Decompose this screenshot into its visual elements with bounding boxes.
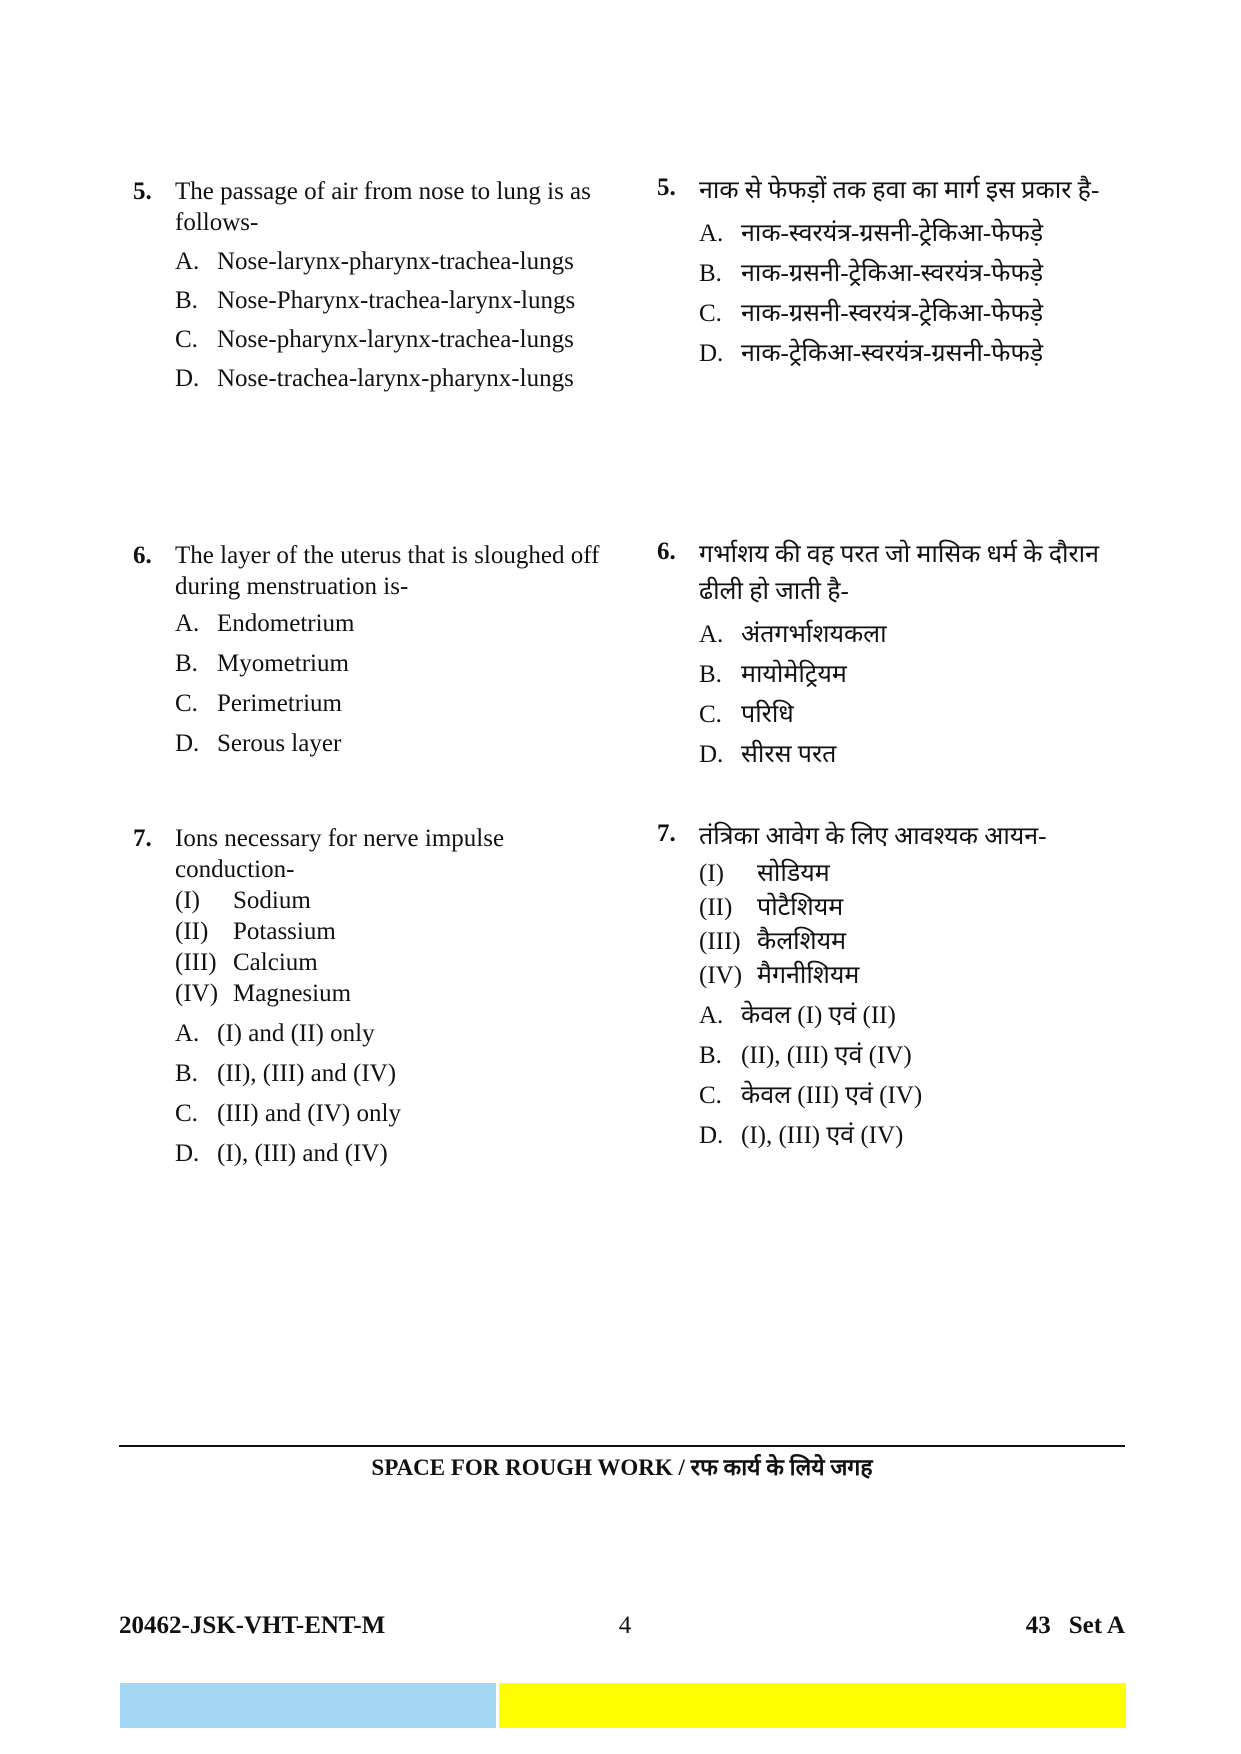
statement-2: (II) पोटैशियम: [699, 894, 844, 921]
footer-set-label: Set A: [1068, 1612, 1125, 1639]
option-d: D. Serous layer: [175, 730, 342, 757]
statement-4: (IV) मैगनीशियम: [699, 962, 860, 989]
option-a: A. नाक-स्वरयंत्र-ग्रसनी-ट्रेकिआ-फेफड़े: [699, 220, 1044, 247]
statement-2: (II) Potassium: [175, 918, 336, 945]
footer-number: 43: [1025, 1612, 1051, 1639]
footer-page-number: 4: [618, 1612, 632, 1639]
option-a: A. केवल (I) एवं (II): [699, 1002, 896, 1029]
option-c: C. केवल (III) एवं (IV): [699, 1082, 923, 1109]
option-c: C. परिधि: [699, 701, 794, 728]
statement-4: (IV) Magnesium: [175, 980, 352, 1007]
option-a: A. Nose-larynx-pharynx-trachea-lungs: [175, 248, 574, 275]
question-stem: तंत्रिका आवेग के लिए आवश्यक आयन-: [699, 823, 1047, 850]
option-b: B. (II), (III) एवं (IV): [699, 1042, 912, 1069]
question-stem: गर्भाशय की वह परत जो मासिक धर्म के दौरान ढीली हो जाती है-: [699, 541, 1100, 605]
statement-3: (III) Calcium: [175, 949, 318, 976]
question-stem: Ions necessary for nerve impulse conduction-: [175, 825, 505, 883]
option-b: B. मायोमेट्रियम: [699, 661, 847, 688]
option-d: D. (I), (III) and (IV): [175, 1140, 388, 1167]
option-b: B. Myometrium: [175, 650, 349, 677]
option-b: B. Nose-Pharynx-trachea-larynx-lungs: [175, 287, 576, 314]
option-d: D. (I), (III) एवं (IV): [699, 1122, 904, 1149]
question-6-english: [133, 540, 613, 759]
yellow-color-bar: [499, 1683, 1126, 1728]
option-d: D. Nose-trachea-larynx-pharynx-lungs: [175, 365, 574, 392]
question-stem: The passage of air from nose to lung is as follows-: [175, 178, 591, 236]
option-c: C. नाक-ग्रसनी-स्वरयंत्र-ट्रेकिआ-फेफड़े: [699, 300, 1044, 327]
question-stem: The layer of the uterus that is sloughed off during menstruation is-: [175, 542, 600, 600]
option-c: C. Nose-pharynx-larynx-trachea-lungs: [175, 326, 574, 353]
question-number: 6.: [657, 538, 676, 565]
question-number: 5.: [657, 174, 676, 201]
footer-paper-code: 20462-JSK-VHT-ENT-M: [119, 1612, 386, 1639]
statement-3: (III) कैलशियम: [699, 928, 847, 955]
option-d: D. सीरस परत: [699, 741, 837, 768]
question-7-english: [133, 823, 603, 1169]
option-a: A. Endometrium: [175, 610, 355, 637]
question-5-hindi: [657, 172, 1127, 369]
option-b: B. (II), (III) and (IV): [175, 1060, 397, 1087]
option-d: D. नाक-ट्रेकिआ-स्वरयंत्र-ग्रसनी-फेफड़े: [699, 340, 1044, 367]
question-6-hindi: [657, 536, 1107, 770]
question-5-english: [133, 176, 603, 394]
blue-color-bar: [120, 1683, 496, 1728]
question-number: 7.: [657, 820, 676, 847]
question-number: 6.: [133, 542, 152, 569]
question-stem: नाक से फेफड़ों तक हवा का मार्ग इस प्रकार है-: [699, 177, 1100, 204]
question-number: 5.: [133, 178, 152, 205]
option-c: C. Perimetrium: [175, 690, 342, 717]
rough-work-divider: [119, 1445, 1125, 1447]
question-number: 7.: [133, 825, 152, 852]
rough-work-label: SPACE FOR ROUGH WORK / रफ कार्य के लिये जगह: [371, 1455, 873, 1480]
option-b: B. नाक-ग्रसनी-ट्रेकिआ-स्वरयंत्र-फेफड़े: [699, 260, 1044, 287]
footer-set: [1026, 1612, 1125, 1640]
option-a: A. अंतगर्भाशयकला: [699, 621, 887, 648]
statement-1: (I) सोडियम: [699, 860, 830, 887]
option-a: A. (I) and (II) only: [175, 1020, 375, 1047]
question-7-hindi: [657, 818, 1127, 1151]
option-c: C. (III) and (IV) only: [175, 1100, 401, 1127]
statement-1: (I) Sodium: [175, 887, 311, 914]
